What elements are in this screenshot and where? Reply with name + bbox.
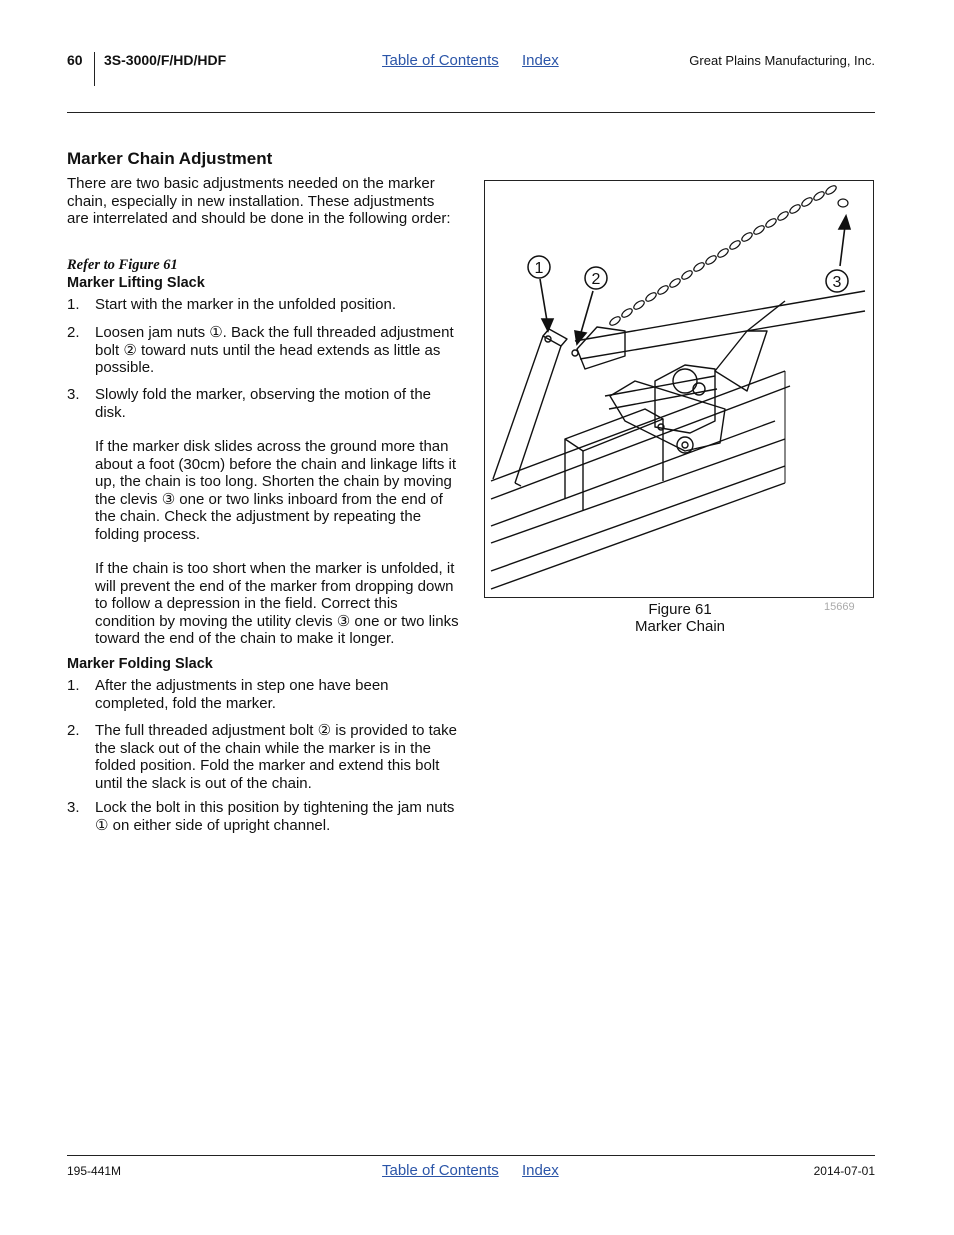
folding-step-3 [67, 799, 459, 834]
lifting-step-3 [67, 386, 459, 421]
section-heading-wrap [67, 150, 459, 168]
lifting-step-2 [67, 324, 459, 377]
step-text: Loosen jam nuts ①. Back the full threaded adjustment bolt ② toward nuts until the head extends as little as possible. [95, 324, 454, 376]
marker-chain-illustration [485, 181, 873, 597]
toc-link-header[interactable]: Table of Contents [382, 52, 499, 69]
index-link-header[interactable]: Index [522, 52, 559, 69]
toc-link-footer[interactable]: Table of Contents [382, 1162, 499, 1179]
lifting-step-1 [67, 296, 459, 314]
image-number: 15669 [824, 601, 855, 613]
index-link-footer[interactable]: Index [522, 1162, 559, 1179]
step-number: 1. [67, 296, 80, 313]
figure-reference: Refer to Figure 61 [67, 257, 178, 273]
marker-chain-figure [484, 180, 874, 598]
doc-number: 195-441M [67, 1164, 122, 1178]
figure-caption: Marker Chain [634, 618, 726, 635]
lifting-paragraph-2: If the chain is too short when the marker is unfolded, it will prevent the end of the marker from dropping down to follow a depression in the field. Correct this condition by moving the utility clevis ③ one or two links toward the end of the chain to make it longer. [95, 560, 459, 647]
company-name: Great Plains Manufacturing, Inc. [689, 53, 875, 68]
callout-1: 1 [534, 260, 544, 277]
folding-heading: Marker Folding Slack [67, 656, 213, 672]
section-title: Marker Chain Adjustment [67, 149, 273, 168]
lifting-paragraph-1: If the marker disk slides across the ground more than about a foot (30cm) before the chain and linkage lifts it up, the chain is too long. Shorten the chain by moving the clevis ③ one or two links inboard from the end of the chain. Check the adjustment by repeating the folding process. [95, 438, 457, 543]
step-number: 3. [67, 799, 80, 816]
header-divider [94, 52, 95, 86]
header-rule [67, 112, 875, 113]
step-number: 1. [67, 677, 80, 694]
step-text: After the adjustments in step one have been completed, fold the marker. [95, 677, 389, 712]
step-text: Slowly fold the marker, observing the motion of the disk. [95, 386, 432, 421]
step-number: 3. [67, 386, 80, 403]
step-text: Start with the marker in the unfolded position. [95, 296, 396, 313]
callout-2: 2 [591, 271, 601, 288]
step-number: 2. [67, 324, 80, 341]
footer-rule [67, 1155, 875, 1156]
footer-date: 2014-07-01 [813, 1164, 875, 1178]
lifting-heading: Marker Lifting Slack [67, 275, 205, 291]
step-text: Lock the bolt in this position by tightening the jam nuts ① on either side of upright channel. [95, 799, 455, 834]
folding-step-2 [67, 722, 459, 792]
folding-step-1 [67, 677, 459, 712]
step-text: The full threaded adjustment bolt ② is provided to take the slack out of the chain while the marker is in the folded position. Fold the marker and extend this bolt until the slack is out of the chain. [95, 722, 457, 792]
figure-label: Figure 61 [648, 601, 712, 618]
model-name: 3S-3000/F/HD/HDF [104, 52, 227, 68]
callout-3: 3 [832, 274, 842, 291]
page-number: 60 [67, 52, 83, 68]
section-intro: There are two basic adjustments needed on the marker chain, especially in new installation. These adjustments are interrelated and should be done in the following order: [67, 175, 451, 227]
step-number: 2. [67, 722, 80, 739]
